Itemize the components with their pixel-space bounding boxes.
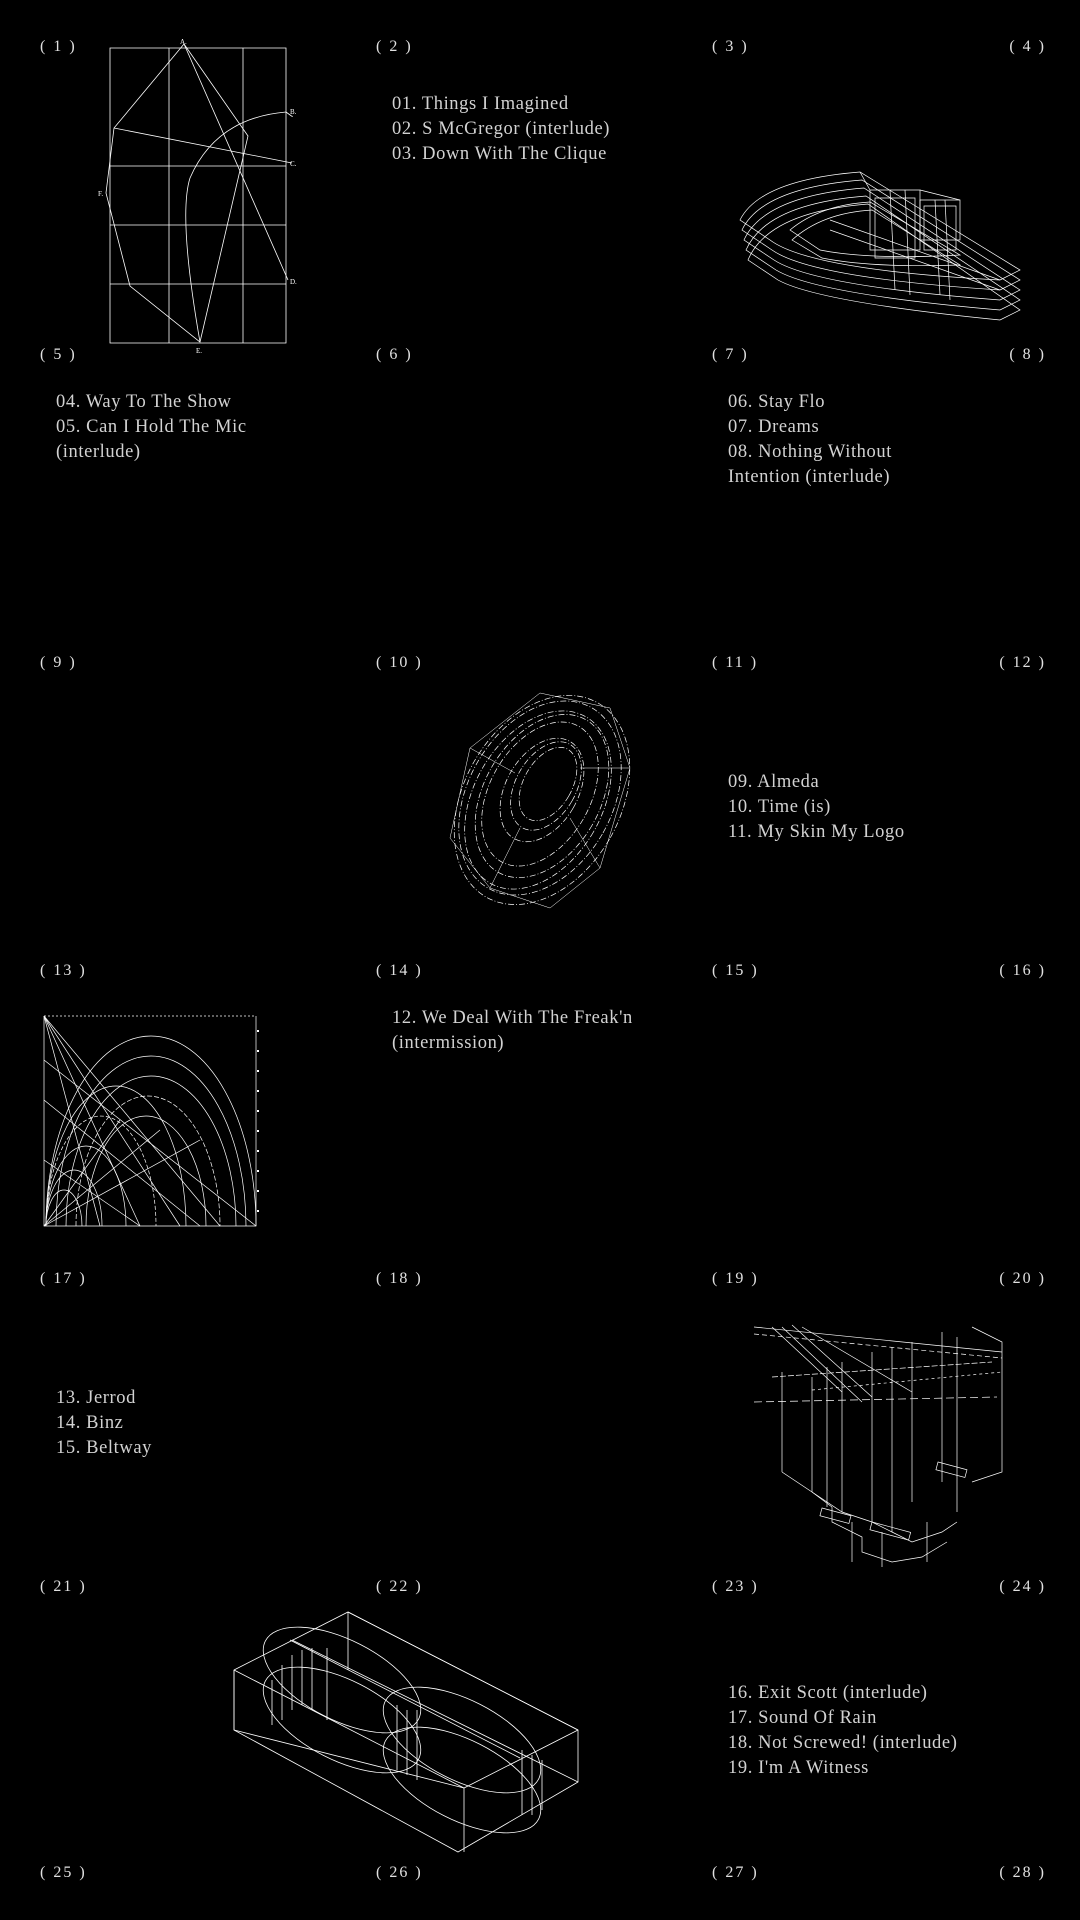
tracklist-block-1 xyxy=(392,92,610,167)
track-06: 06. Stay Flo xyxy=(728,392,826,412)
grid-number-4: ( 4 ) xyxy=(1009,38,1046,55)
stepped-blocks-wireframe xyxy=(752,1322,1004,1574)
track-05-cont: (interlude) xyxy=(56,442,141,462)
track-10: 10. Time (is) xyxy=(728,797,831,817)
track-12-cont: (intermission) xyxy=(392,1033,505,1053)
track-01: 01. Things I Imagined xyxy=(392,94,569,114)
grid-number-7: ( 7 ) xyxy=(712,346,749,363)
diagram-label-c: C. xyxy=(290,160,297,168)
diagram-label-a: A. xyxy=(180,38,187,46)
tracklist-block-7 xyxy=(728,1681,957,1781)
diagram-label-d: D. xyxy=(290,278,297,286)
geometric-construction-diagram xyxy=(96,38,296,356)
diagram-label-e: E. xyxy=(196,347,203,355)
track-02: 02. S McGregor (interlude) xyxy=(392,119,611,139)
track-11: 11. My Skin My Logo xyxy=(728,822,905,842)
isometric-box-cylinders xyxy=(232,1610,580,1856)
track-04: 04. Way To The Show xyxy=(56,392,232,412)
grid-number-23: ( 23 ) xyxy=(712,1578,759,1595)
grid-number-16: ( 16 ) xyxy=(999,962,1046,979)
track-05: 05. Can I Hold The Mic xyxy=(56,417,247,437)
grid-number-13: ( 13 ) xyxy=(40,962,87,979)
grid-number-21: ( 21 ) xyxy=(40,1578,87,1595)
track-17: 17. Sound Of Rain xyxy=(728,1708,877,1728)
track-15: 15. Beltway xyxy=(56,1438,153,1458)
arcs-diagram xyxy=(40,1010,270,1230)
track-19: 19. I'm A Witness xyxy=(728,1758,869,1778)
tracklist-block-5 xyxy=(392,1006,633,1056)
track-07: 07. Dreams xyxy=(728,417,820,437)
track-13: 13. Jerrod xyxy=(56,1388,136,1408)
grid-number-17: ( 17 ) xyxy=(40,1270,87,1287)
track-09: 09. Almeda xyxy=(728,772,820,792)
grid-number-8: ( 8 ) xyxy=(1009,346,1046,363)
grid-number-9: ( 9 ) xyxy=(40,654,77,671)
grid-number-26: ( 26 ) xyxy=(376,1864,423,1881)
tracklist-block-3 xyxy=(728,390,892,490)
track-18: 18. Not Screwed! (interlude) xyxy=(728,1733,958,1753)
grid-number-3: ( 3 ) xyxy=(712,38,749,55)
grid-number-11: ( 11 ) xyxy=(712,654,759,671)
diagram-label-b: B. xyxy=(290,108,297,116)
torus-wireframe xyxy=(430,688,650,918)
tracklist-block-4 xyxy=(728,770,905,845)
grid-number-28: ( 28 ) xyxy=(999,1864,1046,1881)
grid-number-5: ( 5 ) xyxy=(40,346,77,363)
track-03: 03. Down With The Clique xyxy=(392,144,607,164)
track-08-cont: Intention (interlude) xyxy=(728,467,891,487)
grid-number-20: ( 20 ) xyxy=(999,1270,1046,1287)
grid-number-22: ( 22 ) xyxy=(376,1578,423,1595)
grid-number-12: ( 12 ) xyxy=(999,654,1046,671)
grid-number-19: ( 19 ) xyxy=(712,1270,759,1287)
grid-number-24: ( 24 ) xyxy=(999,1578,1046,1595)
grid-number-2: ( 2 ) xyxy=(376,38,413,55)
grid-number-14: ( 14 ) xyxy=(376,962,423,979)
grid-number-10: ( 10 ) xyxy=(376,654,423,671)
tracklist-block-2 xyxy=(56,390,247,465)
horseshoe-wireframe xyxy=(730,160,1020,325)
grid-number-18: ( 18 ) xyxy=(376,1270,423,1287)
grid-number-25: ( 25 ) xyxy=(40,1864,87,1881)
tracklist-block-6 xyxy=(56,1386,152,1461)
grid-number-6: ( 6 ) xyxy=(376,346,413,363)
grid-number-27: ( 27 ) xyxy=(712,1864,759,1881)
track-14: 14. Binz xyxy=(56,1413,124,1433)
diagram-label-f: F. xyxy=(98,190,104,198)
grid-number-1: ( 1 ) xyxy=(40,38,77,55)
track-12: 12. We Deal With The Freak'n xyxy=(392,1008,633,1028)
track-16: 16. Exit Scott (interlude) xyxy=(728,1683,928,1703)
track-08: 08. Nothing Without xyxy=(728,442,892,462)
grid-number-15: ( 15 ) xyxy=(712,962,759,979)
